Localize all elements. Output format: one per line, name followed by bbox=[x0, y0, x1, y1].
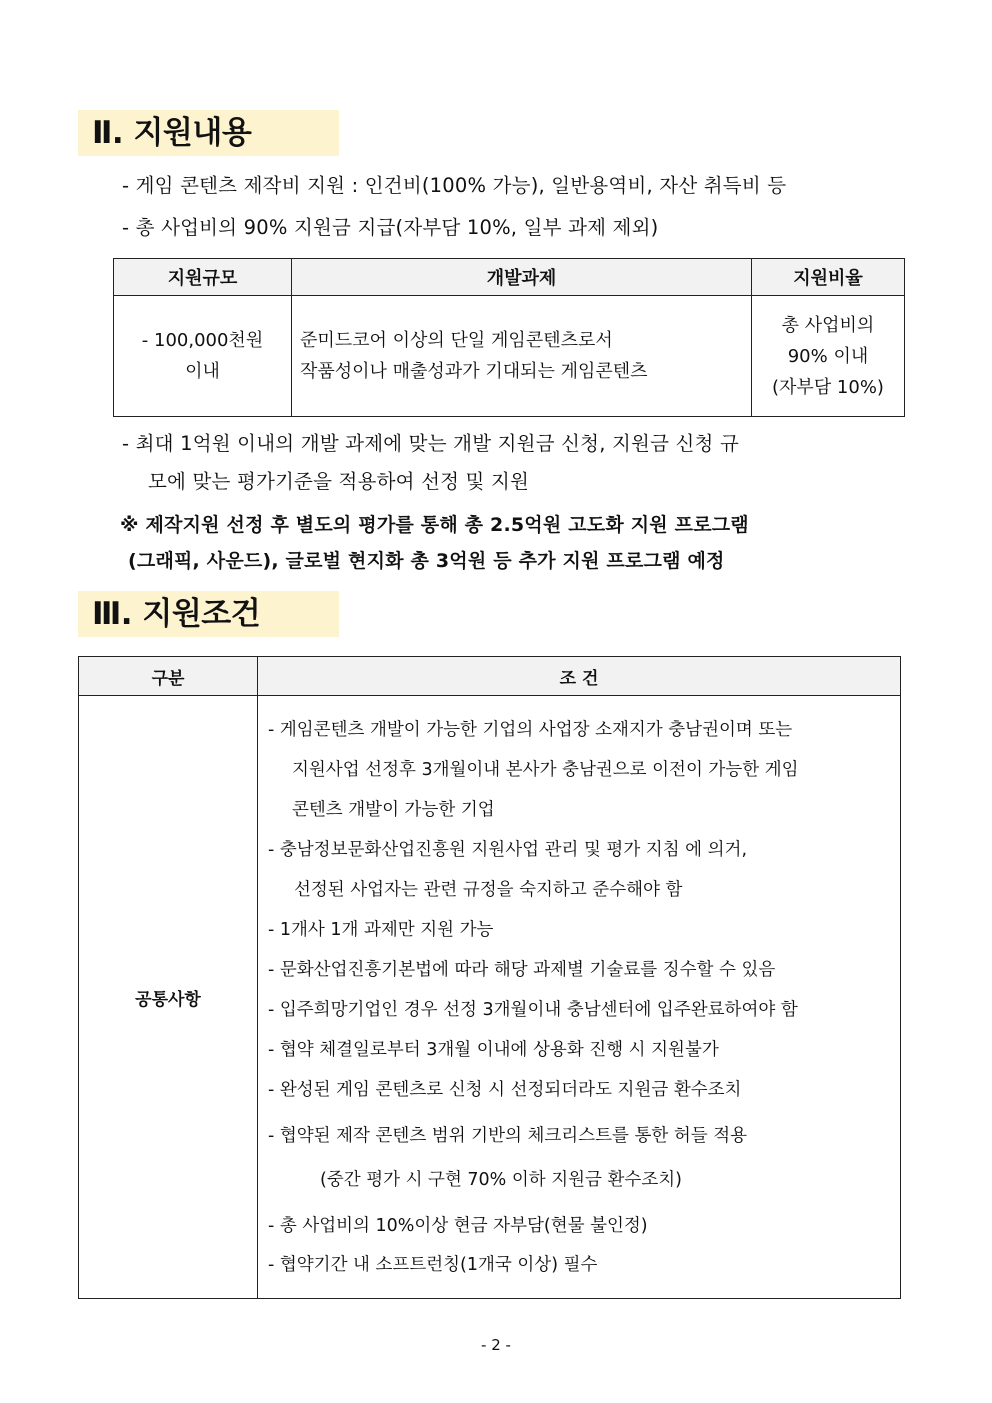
header-category: 구분 bbox=[79, 657, 258, 696]
section-2-after-bullet-line-2: 모에 맞는 평가기준을 적용하여 선정 및 지원 bbox=[148, 470, 530, 493]
cell-support-scale bbox=[114, 296, 292, 417]
section-2-note-line-2: (그래픽, 사운드), 글로벌 현지화 총 3억원 등 추가 지원 프로그램 예정 bbox=[128, 550, 725, 572]
support-ratio-line-2: 90% 이내 bbox=[787, 345, 869, 367]
section-2-bullet-2: - 총 사업비의 90% 지원금 지급(자부담 10%, 일부 과제 제외) bbox=[122, 216, 659, 239]
section-3-heading: Ⅲ. 지원조건 bbox=[78, 591, 339, 637]
support-conditions-table bbox=[78, 656, 901, 1299]
support-scale-line-2: 이내 bbox=[185, 361, 220, 382]
condition-line: - 총 사업비의 10%이상 현금 자부담(현물 불인정) bbox=[268, 1216, 648, 1236]
condition-line: - 문화산업진흥기본법에 따라 해당 과제별 기술료를 징수할 수 있음 bbox=[268, 960, 776, 980]
header-conditions: 조 건 bbox=[258, 657, 901, 696]
header-development-task: 개발과제 bbox=[292, 259, 752, 296]
row-label-common: 공통사항 bbox=[79, 696, 258, 1299]
condition-line: 콘텐츠 개발이 가능한 기업 bbox=[292, 800, 495, 820]
condition-line: - 완성된 게임 콘텐츠로 신청 시 선정되더라도 지원금 환수조치 bbox=[268, 1080, 742, 1100]
support-scale-line-1: - 100,000천원 bbox=[141, 330, 264, 351]
condition-line: - 게임콘텐츠 개발이 가능한 기업의 사업장 소재지가 충남권이며 또는 bbox=[268, 720, 793, 740]
cell-development-task bbox=[292, 296, 752, 417]
support-ratio-line-3: (자부담 10%) bbox=[772, 376, 884, 398]
condition-line: - 협약 체결일로부터 3개월 이내에 상용화 진행 시 지원불가 bbox=[268, 1040, 719, 1060]
support-ratio-line-1: 총 사업비의 bbox=[781, 314, 875, 336]
condition-line: 선정된 사업자는 관련 규정을 숙지하고 준수해야 함 bbox=[294, 880, 683, 900]
condition-line: - 협약기간 내 소프트런칭(1개국 이상) 필수 bbox=[268, 1255, 598, 1275]
condition-line: - 입주희망기업인 경우 선정 3개월이내 충남센터에 입주완료하여야 함 bbox=[268, 1000, 798, 1020]
development-task-line-1: 준미드코어 이상의 단일 게임콘텐츠로서 bbox=[300, 330, 613, 351]
section-2-heading: Ⅱ. 지원내용 bbox=[78, 110, 339, 156]
condition-line: - 협약된 제작 콘텐츠 범위 기반의 체크리스트를 통한 허들 적용 bbox=[268, 1126, 748, 1146]
condition-line: (중간 평가 시 구현 70% 이하 지원금 환수조치) bbox=[320, 1170, 682, 1190]
condition-line: 지원사업 선정후 3개월이내 본사가 충남권으로 이전이 가능한 게임 bbox=[292, 760, 799, 780]
section-2-after-bullet-line-1: - 최대 1억원 이내의 개발 과제에 맞는 개발 지원금 신청, 지원금 신청 규 bbox=[122, 432, 740, 455]
header-support-ratio: 지원비율 bbox=[752, 259, 905, 296]
condition-line: - 1개사 1개 과제만 지원 가능 bbox=[268, 920, 494, 940]
page-number: - 2 - bbox=[481, 1336, 511, 1354]
condition-line: - 충남정보문화산업진흥원 지원사업 관리 및 평가 지침 에 의거, bbox=[268, 840, 748, 860]
section-2-note-line-1: ※ 제작지원 선정 후 별도의 평가를 통해 총 2.5억원 고도화 지원 프로그램 bbox=[120, 514, 749, 536]
development-task-line-2: 작품성이나 매출성과가 기대되는 게임콘텐츠 bbox=[300, 361, 648, 382]
header-support-scale: 지원규모 bbox=[114, 259, 292, 296]
section-2-bullet-1: - 게임 콘텐츠 제작비 지원 : 인건비(100% 가능), 일반용역비, 자산 취득비 등 bbox=[122, 174, 787, 197]
conditions-cell bbox=[258, 696, 901, 1299]
cell-support-ratio bbox=[752, 296, 905, 417]
support-content-table bbox=[113, 258, 905, 417]
